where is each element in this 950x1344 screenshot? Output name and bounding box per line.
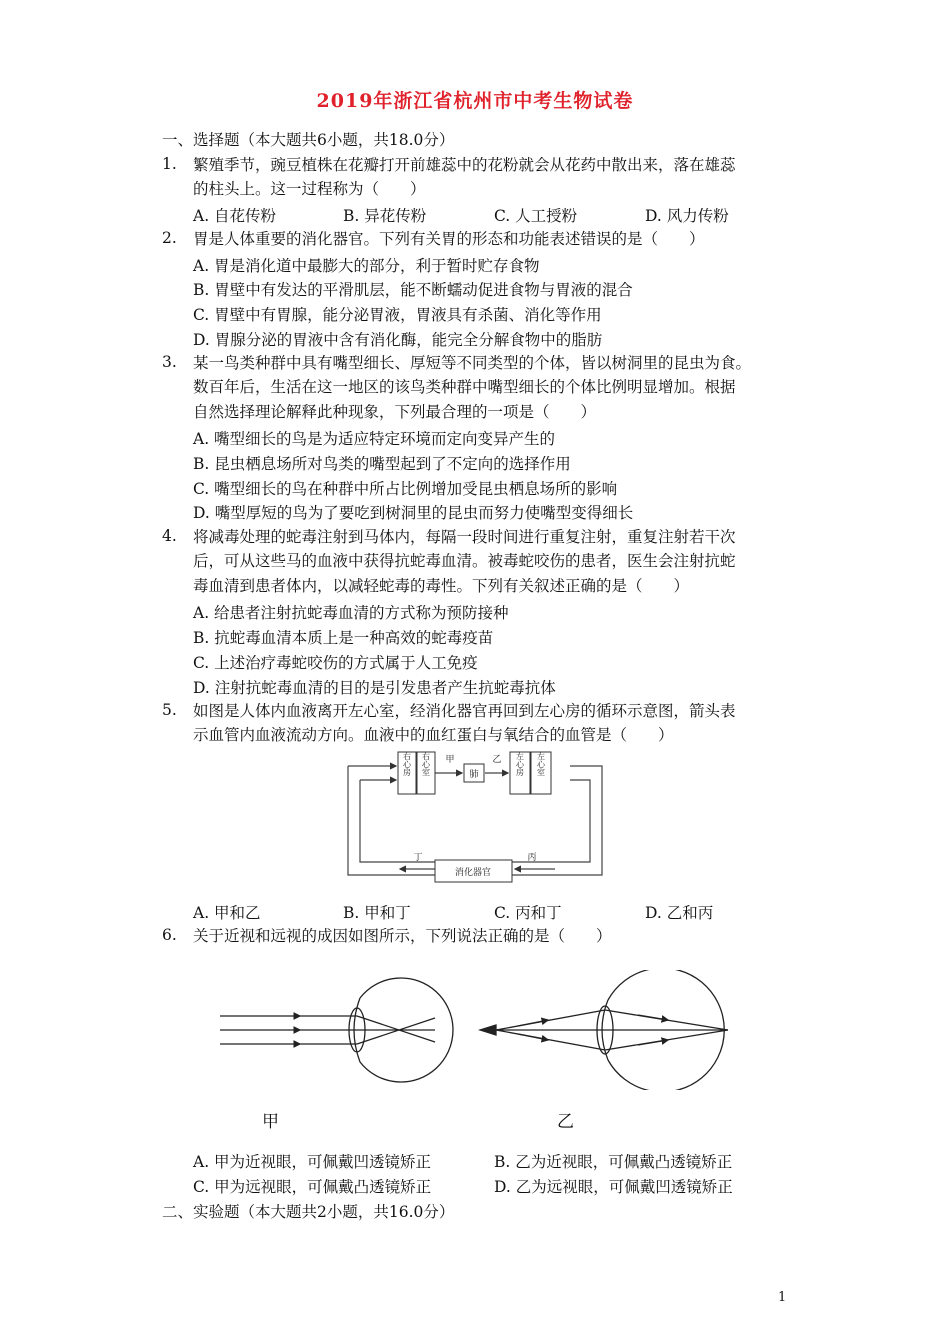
eye-label-jia: 甲 [262,1112,279,1132]
option-d: D. 风力传粉 [645,207,729,225]
question-text: 毒血清到患者体内，以减轻蛇毒的毒性。下列有关叙述正确的是（ ） [193,577,690,595]
vessel-yi-label: 乙 [492,755,502,765]
question-number: 4. [162,527,177,545]
eye-diagram-hyperopia [478,970,738,1090]
question-number: 5. [162,701,177,719]
question-text: 胃是人体重要的消化器官。下列有关胃的形态和功能表述错误的是（ ） [193,230,705,248]
option-c: C. 胃壁中有胃腺，能分泌胃液，胃液具有杀菌、消化等作用 [193,306,602,324]
question-text: 如图是人体内血液离开左心室，经消化器官再回到左心房的循环示意图，箭头表 [193,702,736,720]
section-heading-choice: 一、选择题（本大题共6小题，共18.0分） [162,131,455,149]
question-text: 自然选择理论解释此种现象，下列最合理的一项是（ ） [193,403,597,421]
option-b: B. 乙为近视眼，可佩戴凸透镜矫正 [494,1153,733,1171]
section-heading-experiment: 二、实验题（本大题共2小题，共16.0分） [162,1203,455,1221]
option-c: C. 甲为远视眼，可佩戴凸透镜矫正 [193,1178,432,1196]
question-text: 将减毒处理的蛇毒注射到马体内，每隔一段时间进行重复注射，重复注射若干次 [193,528,736,546]
question-text: 示血管内血液流动方向。血液中的血红蛋白与氧结合的血管是（ ） [193,726,674,744]
option-b: B. 异花传粉 [343,207,427,225]
option-a: A. 自花传粉 [193,207,277,225]
digestive-organ-label: 消化器官 [454,868,492,878]
option-b: B. 胃壁中有发达的平滑肌层，能不断蠕动促进食物与胃液的混合 [193,281,633,299]
option-b: B. 昆虫栖息场所对鸟类的嘴型起到了不定向的选择作用 [193,455,571,473]
option-a: A. 嘴型细长的鸟是为适应特定环境而定向变异产生的 [193,430,556,448]
option-c: C. 嘴型细长的鸟在种群中所占比例增加受昆虫栖息场所的影响 [193,480,618,498]
circulation-diagram [340,748,610,893]
option-a: A. 甲和乙 [193,904,261,922]
option-d: D. 注射抗蛇毒血清的目的是引发患者产生抗蛇毒抗体 [193,679,556,697]
exam-title: 2019年浙江省杭州市中考生物试卷 [316,90,634,112]
vessel-jia-label: 甲 [445,755,455,765]
question-text: 后，可从这些马的血液中获得抗蛇毒血清。被毒蛇咬伤的患者，医生会注射抗蛇 [193,552,736,570]
option-a: A. 甲为近视眼，可佩戴凹透镜矫正 [193,1153,432,1171]
option-b: B. 抗蛇毒血清本质上是一种高效的蛇毒疫苗 [193,629,494,647]
left-atrium-label: 左心房 [515,752,525,776]
option-c: C. 上述治疗毒蛇咬伤的方式属于人工免疫 [193,654,478,672]
question-text: 某一鸟类种群中具有嘴型细长、厚短等不同类型的个体，皆以树洞里的昆虫为食。 [193,354,752,372]
option-d: D. 嘴型厚短的鸟为了要吃到树洞里的昆虫而努力使嘴型变得细长 [193,504,634,522]
page-number: 1 [778,1290,787,1305]
question-text: 的柱头上。这一过程称为（ ） [193,180,426,198]
question-number: 3. [162,353,177,371]
option-d: D. 乙和丙 [645,904,714,922]
option-c: C. 人工授粉 [494,207,578,225]
eye-label-yi: 乙 [557,1112,574,1132]
option-d: D. 胃腺分泌的胃液中含有消化酶，能完全分解食物中的脂肪 [193,331,603,349]
option-b: B. 甲和丁 [343,904,411,922]
question-number: 1. [162,155,177,173]
vessel-ding-label: 丁 [413,853,423,863]
question-text: 数百年后，生活在这一地区的该鸟类种群中嘴型细长的个体比例明显增加。根据 [193,378,736,396]
eye-diagram-myopia [220,970,470,1090]
right-ventricle-label: 右心室 [421,752,431,776]
option-d: D. 乙为远视眼，可佩戴凹透镜矫正 [494,1178,733,1196]
question-text: 繁殖季节，豌豆植株在花瓣打开前雄蕊中的花粉就会从花药中散出来，落在雄蕊 [193,156,736,174]
question-number: 2. [162,229,177,247]
option-a: A. 给患者注射抗蛇毒血清的方式称为预防接种 [193,604,509,622]
right-atrium-label: 右心房 [402,752,412,776]
question-number: 6. [162,926,177,944]
lung-label: 肺 [469,770,479,780]
question-text: 关于近视和远视的成因如图所示，下列说法正确的是（ ） [193,927,612,945]
option-c: C. 丙和丁 [494,904,562,922]
left-ventricle-label: 左心室 [536,752,546,776]
option-a: A. 胃是消化道中最膨大的部分，利于暂时贮存食物 [193,257,540,275]
vessel-bing-label: 丙 [527,853,537,863]
